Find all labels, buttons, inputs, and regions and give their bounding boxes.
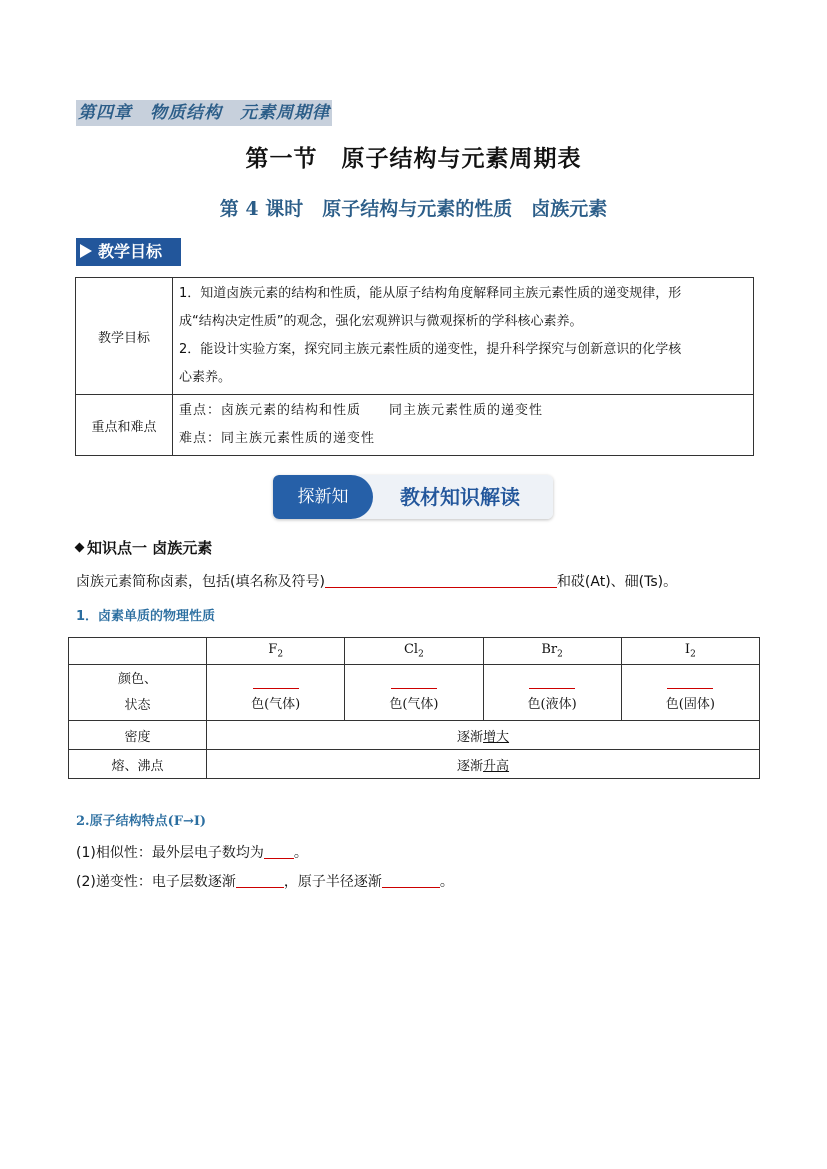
banner-right-label: 教材知识解读 — [353, 475, 553, 519]
fill-blank — [382, 873, 440, 888]
goals-table — [75, 277, 754, 456]
gradation-item — [76, 871, 454, 891]
table-header-row — [69, 638, 760, 665]
similarity-text: (1)相似性：最外层电子数均为 — [76, 845, 264, 861]
fill-blank — [264, 844, 294, 859]
melting-boiling-value: 逐渐升高 — [207, 750, 760, 779]
state-cell: 色(气体) — [207, 665, 345, 721]
fill-blank — [529, 674, 575, 689]
header-br2: $Br_2$ — [483, 638, 621, 665]
intro-text-after: 和砹(At)、鿬(Ts)。 — [556, 574, 678, 590]
gradation-end: 。 — [439, 874, 454, 890]
density-value: 逐渐增大 — [207, 721, 760, 750]
similarity-item — [76, 842, 308, 862]
header-f2: $F_2$ — [207, 638, 345, 665]
state-cell: 色(固体) — [621, 665, 759, 721]
halogen-intro — [76, 571, 677, 591]
goals-tag-label: 教学目标 — [98, 242, 163, 261]
key-points-content — [173, 395, 754, 456]
subheading-atomic-structure: 2.原子结构特点(F→I) — [76, 814, 207, 829]
header-empty-cell — [69, 638, 207, 665]
goals-content — [173, 278, 754, 395]
difficulty-line: 难点：同主族元素性质的递变性 — [179, 431, 376, 446]
melting-boiling-label: 熔、沸点 — [69, 750, 207, 779]
diamond-bullet-icon — [75, 543, 85, 553]
table-row — [69, 665, 760, 721]
goals-line: 2．能设计实验方案，探究同主族元素性质的递变性，提升科学探究与创新意识的化学核 — [179, 342, 682, 357]
color-state-label: 颜色、 状态 — [69, 665, 207, 721]
key-points-label: 重点和难点 — [76, 395, 173, 456]
table-row — [69, 750, 760, 779]
subheading-physical-properties: 1．卤素单质的物理性质 — [76, 609, 216, 624]
table-row — [76, 395, 754, 456]
goals-line: 成“结构决定性质”的观念，强化宏观辨识与微观探析的学科核心素养。 — [179, 314, 583, 329]
fill-blank — [253, 674, 299, 689]
table-row — [69, 721, 760, 750]
section-title: 第一节 原子结构与元素周期表 — [245, 146, 582, 172]
knowledge-point-title — [76, 537, 212, 558]
physical-properties-table — [68, 637, 760, 779]
fill-blank — [236, 873, 284, 888]
key-point-line: 重点：卤族元素的结构和性质 同主族元素性质的递变性 — [179, 403, 544, 418]
similarity-end: 。 — [293, 845, 308, 861]
state-cell: 色(气体) — [345, 665, 483, 721]
goals-line: 心素养。 — [179, 370, 232, 385]
density-label: 密度 — [69, 721, 207, 750]
intro-text-before: 卤族元素简称卤素，包括(填名称及符号) — [76, 574, 325, 590]
goals-line: 1．知道卤族元素的结构和性质，能从原子结构角度解释同主族元素性质的递变规律，形 — [179, 286, 682, 301]
gradation-text-a: (2)递变性：电子层数逐渐 — [76, 874, 236, 890]
goals-label: 教学目标 — [76, 278, 173, 395]
fill-blank — [667, 674, 713, 689]
goals-tag — [76, 238, 181, 266]
gradation-text-b: ，原子半径逐渐 — [283, 874, 382, 890]
chapter-label: 第四章 物质结构 元素周期律 — [76, 100, 332, 126]
knowledge-point-label: 知识点一 卤族元素 — [87, 539, 213, 557]
table-row — [76, 278, 754, 395]
header-i2: $I_2$ — [621, 638, 759, 665]
state-cell: 色(液体) — [483, 665, 621, 721]
fill-blank — [391, 674, 437, 689]
header-cl2: $Cl_2$ — [345, 638, 483, 665]
fill-blank — [325, 573, 557, 588]
lesson-title: 第 4 课时 原子结构与元素的性质 卤族元素 — [219, 198, 608, 220]
section-banner — [273, 475, 553, 519]
arrow-right-icon — [80, 244, 92, 258]
banner-left-label: 探新知 — [273, 475, 373, 519]
